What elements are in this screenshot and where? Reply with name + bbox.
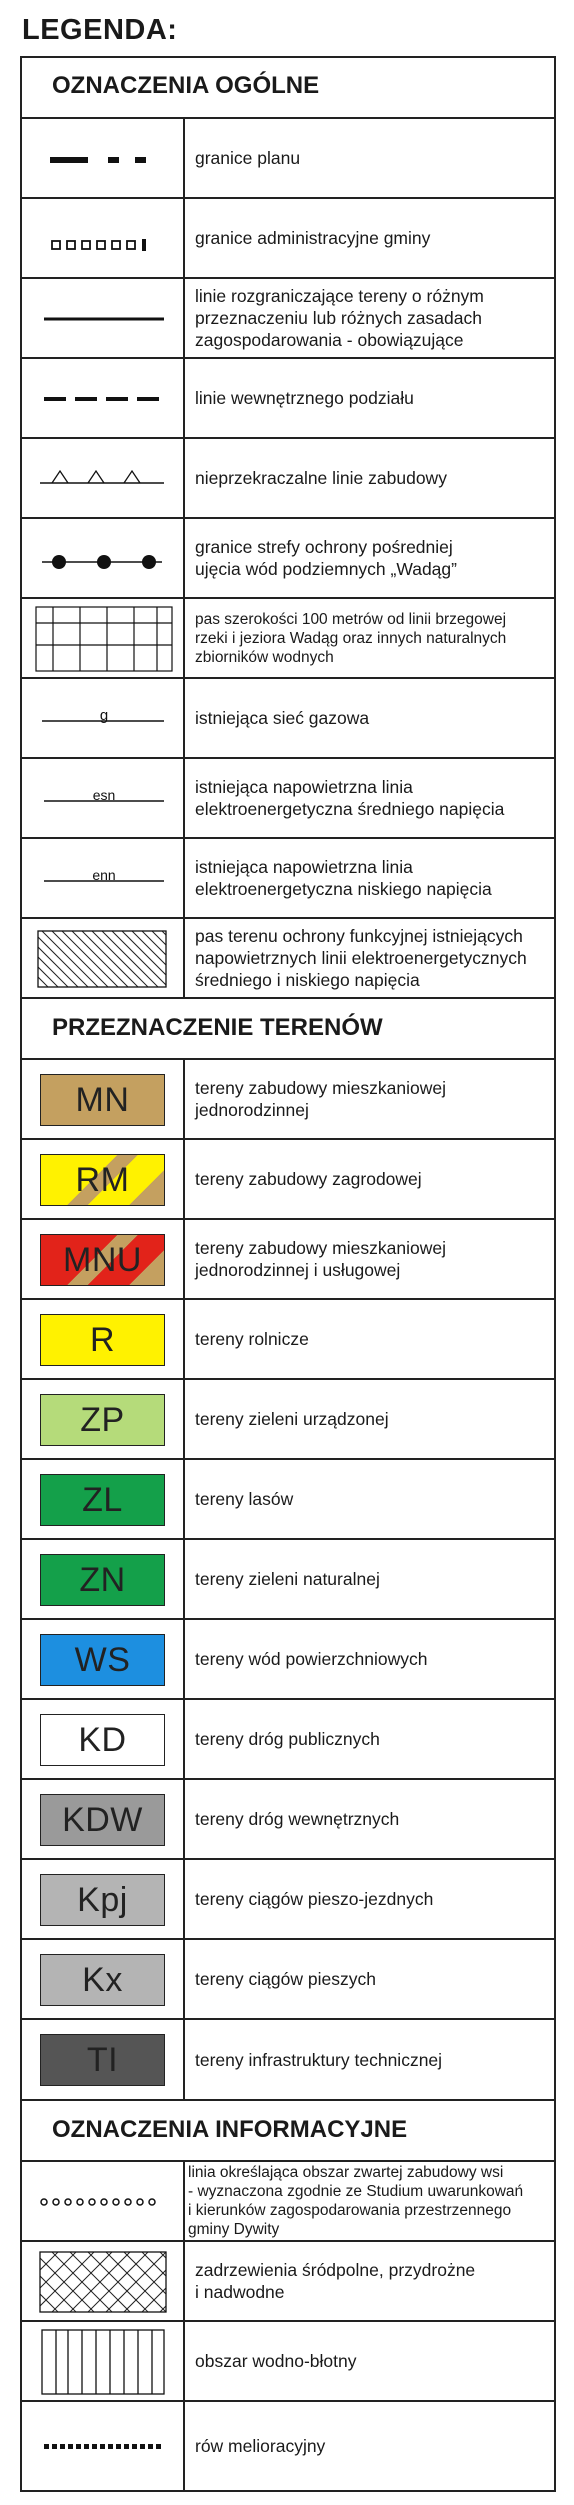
- crosshatch-icon: [22, 2242, 185, 2320]
- legend-row: [22, 439, 554, 519]
- land-use-code: Kx: [82, 1960, 123, 1999]
- land-use-code: ZL: [82, 1480, 123, 1519]
- land-use-symbol: [22, 2020, 185, 2099]
- legend-label: tereny zabudowy mieszkaniowej jednorodzinnej i usługowej: [195, 1238, 446, 1280]
- legend-label: istniejąca sieć gazowa: [195, 708, 370, 728]
- legend-label: zadrzewienia śródpolne, przydrożne i nadwodne: [195, 2260, 476, 2302]
- legend-label: tereny zabudowy zagrodowej: [195, 1169, 422, 1189]
- legend-row: [22, 1780, 554, 1860]
- land-use-code: MN: [75, 1080, 130, 1119]
- vertical-lines-icon: [22, 2322, 185, 2400]
- land-use-code: RM: [75, 1160, 130, 1199]
- legend-label: tereny wód powierzchniowych: [195, 1649, 428, 1669]
- legend-label: granice administracyjne gminy: [195, 228, 431, 248]
- legend-label: tereny zieleni urządzonej: [195, 1409, 389, 1429]
- legend-label: granice planu: [195, 148, 301, 168]
- legend-label: tereny ciągów pieszo-jezdnych: [195, 1889, 434, 1909]
- legend-row: [22, 519, 554, 599]
- land-use-badge: [40, 1074, 165, 1126]
- square-dotted-line-icon: [22, 199, 185, 277]
- legend-row: [22, 199, 554, 279]
- land-use-symbol: [22, 1620, 185, 1698]
- legend-row: [22, 1460, 554, 1540]
- legend-label: istniejąca napowietrzna linia elektroenergetyczna średniego napięcia: [195, 777, 505, 819]
- gas-line-icon: [22, 679, 185, 757]
- legend-label: tereny zabudowy mieszkaniowej jednorodzinnej: [195, 1078, 446, 1120]
- legend-label: linie wewnętrznego podziału: [195, 388, 414, 408]
- legend-row: [22, 839, 554, 919]
- land-use-code: TI: [86, 2040, 119, 2079]
- esn-line-label: esn: [92, 787, 116, 803]
- enn-line-label: enn: [92, 867, 116, 883]
- legend-table: [20, 56, 556, 2492]
- grid-strip-icon: [22, 599, 185, 677]
- land-use-code: ZN: [79, 1560, 126, 1599]
- land-use-badge: [40, 1634, 165, 1686]
- land-use-symbol: [22, 1140, 185, 1218]
- legend-title: LEGENDA:: [22, 14, 178, 46]
- land-use-badge: [40, 1954, 165, 2006]
- solid-line-icon: [22, 279, 185, 357]
- land-use-symbol: [22, 1460, 185, 1538]
- legend-label: linie rozgraniczające tereny o różnym przeznaczeniu lub różnych zasadach zagospodarowania - obowiązujące: [195, 286, 484, 350]
- land-use-badge: [40, 1714, 165, 1766]
- legend-label: pas szerokości 100 metrów od linii brzegowej rzeki i jeziora Wadąg oraz innych naturalnych zbiorników wodnych: [195, 610, 507, 666]
- section-general-title: OZNACZENIA OGÓLNE: [52, 72, 320, 99]
- land-use-badge: [40, 1474, 165, 1526]
- legend-row: [22, 2242, 554, 2322]
- triangle-line-icon: [22, 439, 185, 517]
- circle-dotted-line-icon: [22, 2162, 185, 2240]
- legend-row: [22, 599, 554, 679]
- legend-row: [22, 919, 554, 999]
- land-use-symbol: [22, 1860, 185, 1938]
- legend-label: nieprzekraczalne linie zabudowy: [195, 468, 447, 488]
- land-use-code: WS: [74, 1640, 131, 1679]
- land-use-symbol: [22, 1220, 185, 1298]
- legend-row: [22, 359, 554, 439]
- legend-label: tereny lasów: [195, 1489, 294, 1509]
- land-use-code: KDW: [62, 1800, 143, 1839]
- legend-label: linia określająca obszar zwartej zabudowy wsi - wyznaczona zgodnie ze Studium uwarunkowań i kierunków zagospodarowania przestrzennego gminy Dywity: [188, 2164, 524, 2238]
- section-info-header: [22, 2101, 554, 2162]
- legend-row: [22, 1380, 554, 1460]
- legend-row: [22, 1700, 554, 1780]
- legend-row: [22, 279, 554, 359]
- land-use-symbol: [22, 1940, 185, 2018]
- land-use-badge: [40, 1874, 165, 1926]
- dash-dot-line-icon: [22, 119, 185, 197]
- dashed-line-icon: [22, 359, 185, 437]
- legend-row: [22, 1060, 554, 1140]
- gas-line-label: g: [99, 707, 109, 724]
- land-use-symbol: [22, 1700, 185, 1778]
- legend-row: [22, 759, 554, 839]
- legend-label: tereny dróg publicznych: [195, 1729, 380, 1749]
- land-use-code: Kpj: [77, 1880, 128, 1919]
- land-use-badge: [40, 1794, 165, 1846]
- section-land-use-title: PRZEZNACZENIE TERENÓW: [52, 1014, 383, 1041]
- legend-row: [22, 2322, 554, 2402]
- legend-row: [22, 1540, 554, 1620]
- land-use-symbol: [22, 1380, 185, 1458]
- land-use-code: MNU: [63, 1240, 142, 1279]
- legend-label: tereny infrastruktury technicznej: [195, 2049, 443, 2070]
- legend-row: [22, 679, 554, 759]
- land-use-badge: [40, 1154, 165, 1206]
- hatched-strip-icon: [22, 919, 185, 997]
- enn-line-icon: [22, 839, 185, 917]
- dense-dotted-line-icon: [22, 2402, 185, 2490]
- legend-label: tereny dróg wewnętrznych: [195, 1809, 400, 1829]
- legend-row: [22, 1220, 554, 1300]
- legend-label: istniejąca napowietrzna linia elektroenergetyczna niskiego napięcia: [195, 857, 492, 899]
- legend-label: rów melioracyjny: [195, 2436, 326, 2456]
- land-use-symbol: [22, 1780, 185, 1858]
- land-use-badge: [40, 1394, 165, 1446]
- legend-row: [22, 2162, 554, 2242]
- land-use-badge: [40, 1554, 165, 1606]
- legend-row: [22, 2020, 554, 2101]
- legend-label: obszar wodno-błotny: [195, 2351, 357, 2371]
- land-use-code: KD: [78, 1720, 127, 1759]
- legend-label: tereny ciągów pieszych: [195, 1969, 376, 1989]
- legend-label: tereny zieleni naturalnej: [195, 1569, 380, 1589]
- land-use-symbol: [22, 1300, 185, 1378]
- legend-row: [22, 2402, 554, 2490]
- dot-line-icon: [22, 519, 185, 597]
- land-use-code: R: [89, 1320, 116, 1359]
- legend-row: [22, 1620, 554, 1700]
- legend-row: [22, 1940, 554, 2020]
- section-general-header: [22, 58, 554, 119]
- legend-label: pas terenu ochrony funkcyjnej istniejących napowietrznych linii elektroenergetycznych średniego i niskiego napięcia: [195, 926, 527, 990]
- section-land-use-header: [22, 999, 554, 1060]
- land-use-badge: [40, 1234, 165, 1286]
- esn-line-icon: [22, 759, 185, 837]
- land-use-badge: [40, 1314, 165, 1366]
- legend-label: granice strefy ochrony pośredniej ujęcia wód podziemnych „Wadąg”: [195, 537, 457, 579]
- section-info-title: OZNACZENIA INFORMACYJNE: [52, 2116, 408, 2143]
- land-use-symbol: [22, 1060, 185, 1138]
- legend-label: tereny rolnicze: [195, 1329, 309, 1349]
- legend-row: [22, 1300, 554, 1380]
- land-use-code: ZP: [80, 1400, 125, 1439]
- legend-row: [22, 1140, 554, 1220]
- land-use-badge: [40, 2034, 165, 2086]
- legend-row: [22, 119, 554, 199]
- legend-row: [22, 1860, 554, 1940]
- land-use-symbol: [22, 1540, 185, 1618]
